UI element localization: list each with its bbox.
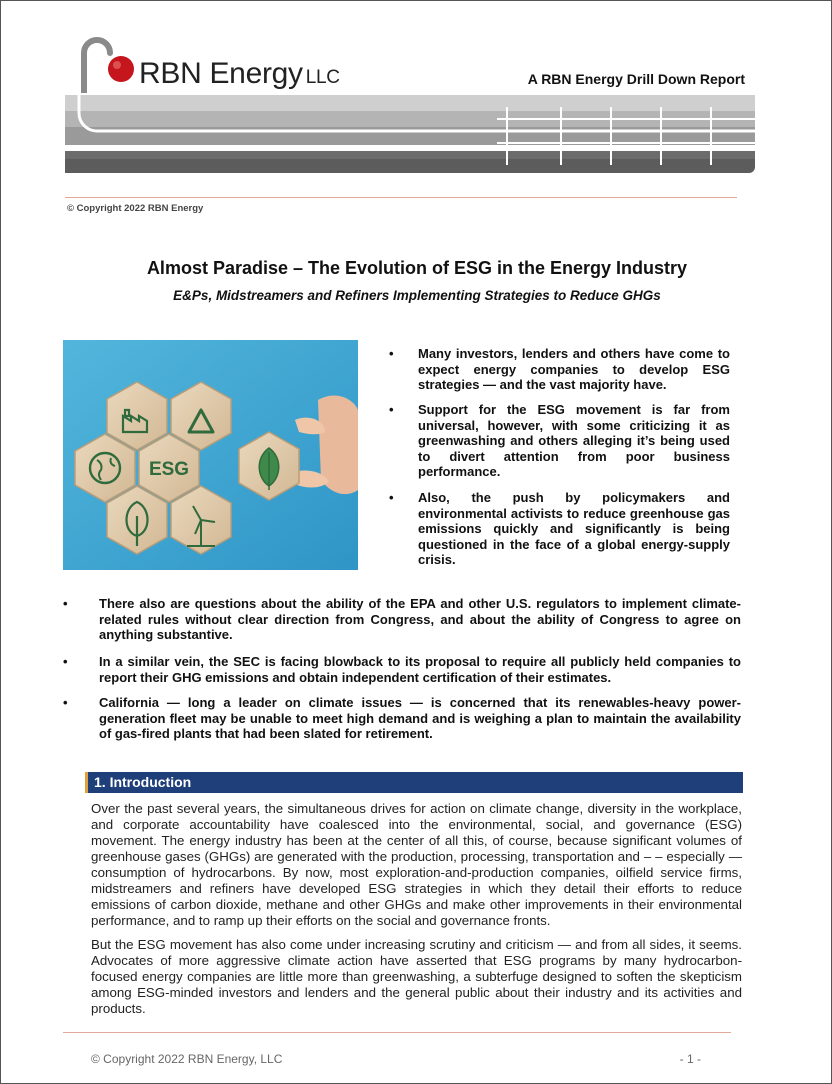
esg-hexagons-image xyxy=(63,340,358,570)
header-copyright: © Copyright 2022 RBN Energy xyxy=(67,203,204,214)
bullet-symbol: • xyxy=(389,490,394,505)
logo-wordmark: RBN Energy LLC xyxy=(139,57,340,90)
svg-text:ESG: ESG xyxy=(148,459,190,480)
list-item: • There also are questions about the ability of the EPA and other U.S. regulators to implement climate-related rules without clear direction from Congress, and about the ability of Congress to agree on anything substantive. xyxy=(63,596,741,643)
list-item: • Many investors, lenders and others have come to expect energy companies to develop ESG strategies — and the vast majority have. xyxy=(389,346,730,393)
page-number: - 1 - xyxy=(679,1052,701,1066)
bullet-symbol: • xyxy=(63,654,68,669)
body-paragraph: But the ESG movement has also come under increasing scrutiny and criticism — and from all sides, it seems. Advocates of more aggressive climate action have asserted that ESG programs by many hydrocarbon-focused energy companies are little more than greenwashing, a subterfuge designed to soften the skepticism among ESG-minded investors and lenders and the general public about their industry and its activities and products. xyxy=(91,937,742,1016)
footer-divider xyxy=(63,1032,731,1033)
section-heading-text: 1. Introduction xyxy=(94,774,192,790)
list-item: • Support for the ESG movement is far from universal, however, with some criticizing it as greenwashing and others alleging it’s being used to divert attention from poor business performance. xyxy=(389,402,730,480)
body-paragraph: Over the past several years, the simultaneous drives for action on climate change, diversity in the workplace, and corporate accountability have coalesced into the environmental, social, and governance (ESG) movement. The energy industry has been at the center of all this, of course, because significant volumes of greenhouse gases (GHGs) are generated with the production, processing, transportation and – – especially — consumption of hydrocarbons. By now, most exploration-and-production companies, oilfield service firms, midstreamers and refiners have developed ESG strategies in which they detail their efforts to reduce emissions of carbon dioxide, methane and other GHGs and make other improvements in their environmental performance, and to ramp up their efforts on the social and governance fronts. xyxy=(91,801,742,928)
header-divider xyxy=(65,197,737,198)
document-title: Almost Paradise – The Evolution of ESG in the Energy Industry xyxy=(146,258,688,278)
bullet-symbol: • xyxy=(63,596,68,611)
document-subtitle: E&Ps, Midstreamers and Refiners Implementing Strategies to Reduce GHGs xyxy=(173,288,661,303)
bullet-symbol: • xyxy=(63,695,68,710)
list-item: • California — long a leader on climate issues — is concerned that its renewables-heavy power-generation fleet may be unable to meet high demand and is weighing a plan to maintain the availability of gas-fired plants that had been slated for retirement. xyxy=(63,695,741,742)
bullet-symbol: • xyxy=(389,402,394,417)
report-type-label: A RBN Energy Drill Down Report xyxy=(527,71,745,87)
bullet-symbol: • xyxy=(389,346,394,361)
list-item: • In a similar vein, the SEC is facing blowback to its proposal to require all publicly held companies to report their GHG emissions and obtain independent certification of their estimates. xyxy=(63,654,741,685)
list-item: • Also, the push by policymakers and environmental activists to reduce greenhouse gas emissions quickly and significantly is being questioned in the face of a global energy-supply crisis. xyxy=(389,490,730,568)
rbn-logo-icon xyxy=(77,37,139,93)
section-heading xyxy=(85,772,743,793)
footer-copyright: © Copyright 2022 RBN Energy, LLC xyxy=(91,1052,283,1066)
header-banner xyxy=(65,95,755,173)
